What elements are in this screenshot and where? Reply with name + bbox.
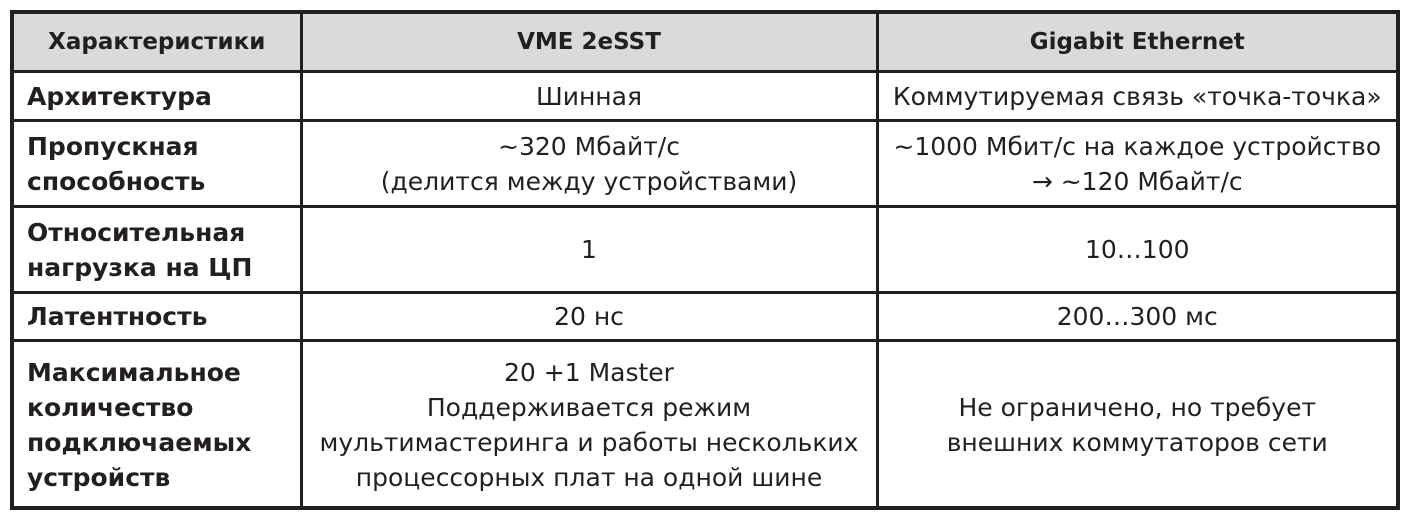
cell-gige-cpu-load [877,207,1396,293]
cell-vme-latency [301,293,877,341]
table-row [14,207,1396,293]
cell-line: Поддерживается режим [426,392,752,422]
cell-line: ~1000 Мбит/с на каждое устройство [893,131,1382,161]
table-row [14,341,1396,508]
cell-line: 1 [581,235,597,264]
header-vme: VME 2eSST [301,14,877,72]
row-label-architecture: Архитектура [14,72,301,121]
row-label-bandwidth [14,121,301,207]
row-label-latency: Латентность [14,293,301,341]
comparison-table-frame [10,10,1400,510]
cell-line: Шинная [535,81,643,111]
cell-vme-max-devices [301,341,877,508]
row-label-cpu-load [14,207,301,293]
cell-line: → ~120 Мбайт/с [1031,166,1243,196]
row-label-max-devices [14,341,301,508]
cell-line: 20 +1 Master [504,357,674,387]
cell-gige-architecture [877,72,1396,121]
table-row [14,293,1396,341]
cell-line: (делится между устройствами) [380,166,798,196]
header-characteristics: Характеристики [14,14,301,72]
cell-line: ~320 Мбайт/с [498,131,680,161]
header-gigabit-ethernet: Gigabit Ethernet [877,14,1396,72]
cell-line: 20 нс [554,302,624,331]
table-row [14,72,1396,121]
header-row [14,14,1396,72]
comparison-table [14,14,1396,508]
cell-vme-architecture [301,72,877,121]
cell-gige-bandwidth [877,121,1396,207]
label-text: Максимальное количество подключаемых устройств [27,357,252,492]
label-text: Относительная нагрузка на ЦП [27,217,253,282]
table-row [14,121,1396,207]
cell-line: процессорных плат на одной шине [355,462,823,492]
label-text: Пропускная способность [27,131,206,196]
cell-vme-cpu-load [301,207,877,293]
cell-line: внешних коммутаторов сети [946,427,1328,457]
cell-line: Коммутируемая связь «точка-точка» [892,81,1382,111]
cell-gige-max-devices [877,341,1396,508]
cell-vme-bandwidth [301,121,877,207]
cell-line: 200…300 мс [1056,302,1218,331]
cell-line: 10…100 [1084,235,1190,264]
cell-line: Не ограничено, но требует [958,392,1317,422]
cell-gige-latency [877,293,1396,341]
cell-line: мультимастеринга и работы нескольких [319,427,859,457]
